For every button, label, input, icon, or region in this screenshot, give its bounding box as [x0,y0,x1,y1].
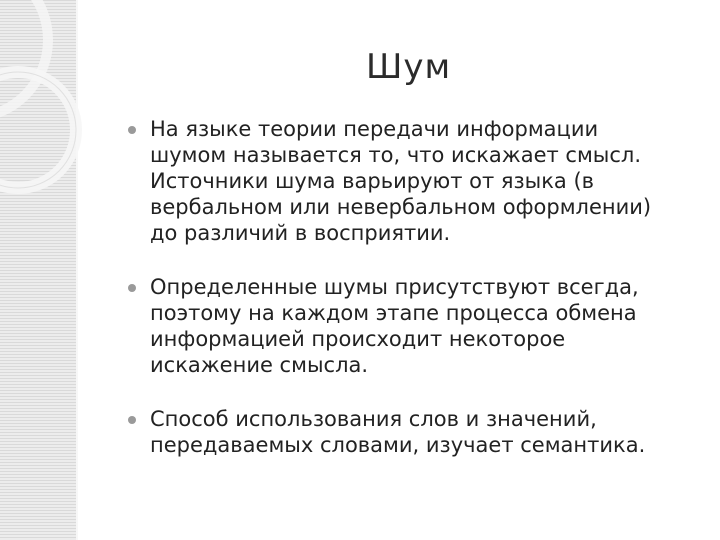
bullet-line: вербальном или невербальном оформлении) [150,195,652,219]
bullet-line: Способ использования слов и значений, [150,407,597,431]
bullet-line: до различий в восприятии. [150,221,451,245]
bullet-line: информацией происходит некоторое [150,327,566,351]
bullet-line: искажение смысла. [150,353,369,377]
bullet-item [128,406,688,458]
bullet-dot-icon [128,126,136,134]
bullet-dot-icon [128,284,136,292]
bullet-dot-icon [128,416,136,424]
bullet-line: На языке теории передачи информации [150,117,599,141]
bullet-line: шумом называется то, что искажает смысл. [150,143,642,167]
bullet-item [128,116,688,246]
bullet-line: передаваемых словами, изучает семантика. [150,433,646,457]
bullet-item [128,274,688,378]
slide-title: Шум [366,47,452,87]
bullet-line: поэтому на каждом этапе процесса обмена [150,301,637,325]
bullet-line: Источники шума варьируют от языка (в [150,169,595,193]
bullet-line: Определенные шумы присутствуют всегда, [150,275,639,299]
bullet-list [128,116,688,458]
